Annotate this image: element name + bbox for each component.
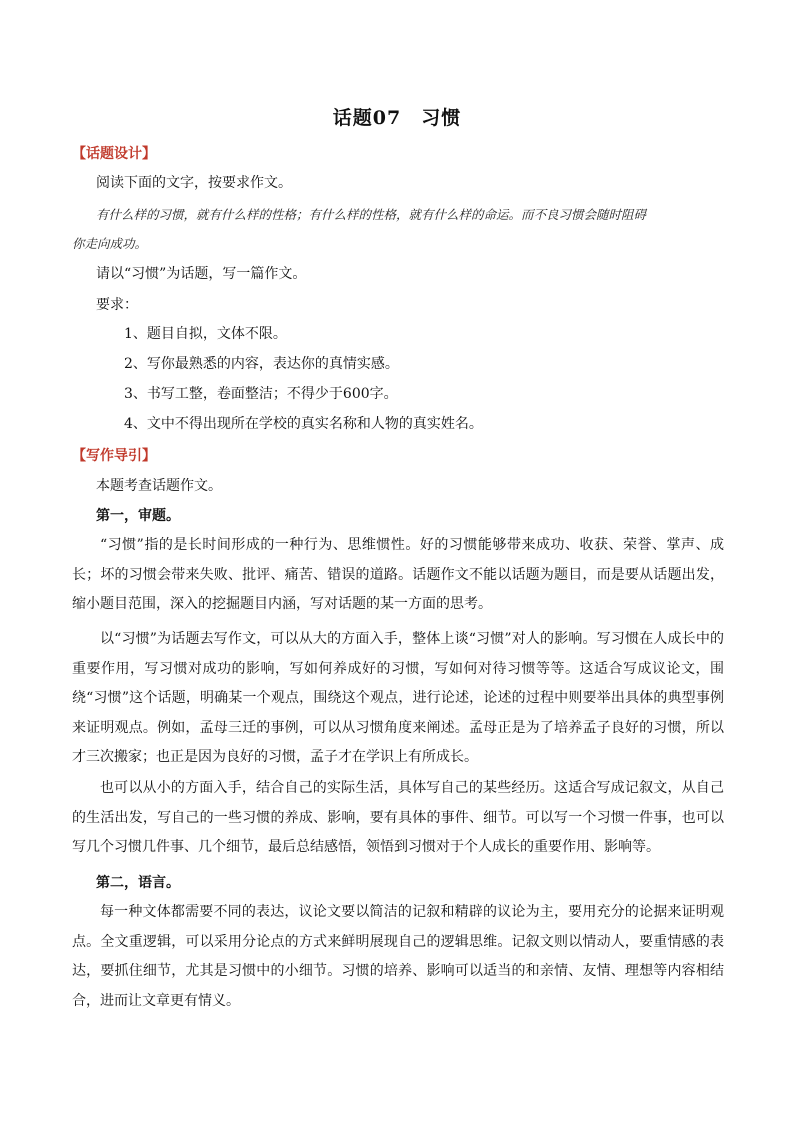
section-heading-writing-guide: 【写作导引】 — [72, 448, 156, 464]
subheading-topic-analysis: 第一，审题。 — [96, 508, 180, 524]
prompt-text: 请以“习惯”为话题，写一篇作文。 — [96, 266, 307, 282]
requirements-label: 要求： — [96, 297, 138, 313]
paragraph: 也可以从小的方面入手，结合自己的实际生活，具体写自己的某些经历。这适合写成记叙文，从自己的生活出发，写自己的一些习惯的养成、影响，要有具体的事件、细节。可以写一个习惯一件事，也可以写几个习惯几件事、几个细节，最后总结感悟，领悟到习惯对于个人成长的重要作用、影响等。 — [72, 780, 724, 855]
requirement-item: 3、书写工整，卷面整洁；不得少于600字。 — [124, 386, 398, 402]
paragraph: 每一种文体都需要不同的表达，议论文要以简洁的记叙和精辟的议论为主，要用充分的论据来证明观点。全文重逻辑，可以采用分论点的方式来鲜明展现自己的逻辑思维。记叙文则以情动人，要重情感的表达，要抓住细节，尤其是习惯中的小细节。习惯的培养、影响可以适当的和亲情、友情、理想等内容相结合，进而让文章更有情义。 — [72, 904, 724, 1009]
requirement-item: 1、题目自拟，文体不限。 — [124, 326, 287, 342]
quote-line: 有什么样的习惯，就有什么样的性格；有什么样的性格，就有什么样的命运。而不良习惯会随时阻碍 — [96, 207, 647, 222]
section-heading-topic-design: 【话题设计】 — [72, 146, 156, 162]
subheading-language: 第二，语言。 — [96, 875, 180, 891]
paragraph: 以“习惯”为话题去写作文，可以从大的方面入手，整体上谈“习惯”对人的影响。写习惯在人成长中的重要作用，写习惯对成功的影响，写如何养成好的习惯，写如何对待习惯等等。这适合写成议论文，围绕“习惯”这个话题，明确某一个观点，围绕这个观点，进行论述，论述的过程中则要举出具体的典型事例来证明观点。例如，孟母三迁的事例，可以从习惯角度来阐述。孟母正是为了培养孟子良好的习惯，所以才三次搬家；也正是因为良好的习惯，孟子才在学识上有所成长。 — [72, 631, 724, 765]
paragraph: “习惯”指的是长时间形成的一种行为、思维惯性。好的习惯能够带来成功、收获、荣誉、掌声、成长；坏的习惯会带来失败、批评、痛苦、错误的道路。话题作文不能以话题为题目，而是要从话题出发，缩小题目范围，深入的挖掘题目内涵，写对话题的某一方面的思考。 — [72, 537, 724, 612]
quote-line: 你走向成功。 — [72, 236, 148, 251]
page-title: 话题07 习惯 — [332, 107, 462, 129]
requirement-item: 4、文中不得出现所在学校的真实名称和人物的真实姓名。 — [124, 416, 483, 432]
guide-intro-text: 本题考查话题作文。 — [96, 478, 222, 494]
intro-text: 阅读下面的文字，按要求作文。 — [96, 175, 292, 191]
requirement-item: 2、写你最熟悉的内容，表达你的真情实感。 — [124, 356, 399, 372]
